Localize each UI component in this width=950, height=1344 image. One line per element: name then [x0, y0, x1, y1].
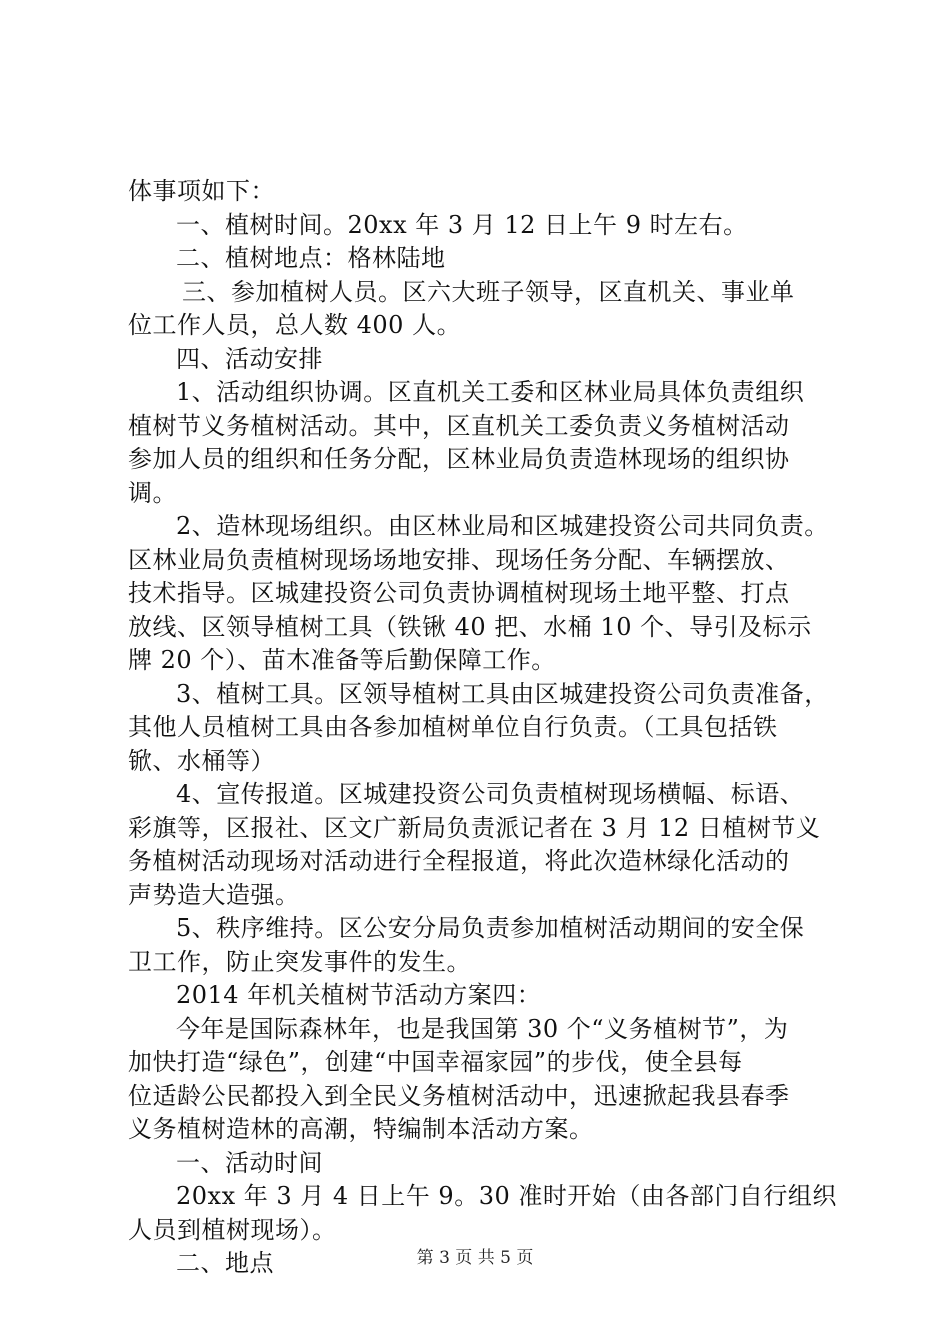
text-line: 务植树活动现场对活动进行全程报道，将此次造林绿化活动的 — [128, 847, 790, 875]
text-line: 2、造林现场组织。由区林业局和区城建投资公司共同负责。 — [176, 512, 829, 540]
page-number: 第 3 页 共 5 页 — [416, 1248, 534, 1268]
text-line: 位适龄公民都投入到全民义务植树活动中，迅速掀起我县春季 — [128, 1081, 790, 1110]
text-line: 1、活动组织协调。区直机关工委和区林业局具体负责组织 — [176, 378, 805, 406]
text-line: 一、植树时间。20xx 年 3 月 12 日上午 9 时左右。 — [176, 210, 748, 239]
text-line: 调。 — [128, 478, 177, 507]
text-line: 锨、水桶等） — [128, 746, 275, 775]
text-line: 加快打造“绿色”，创建“中国幸福家园”的步伐，使全县每 — [128, 1048, 743, 1076]
text-line: 其他人员植树工具由各参加植树单位自行负责。（工具包括铁 — [128, 713, 778, 741]
text-line: 4、宣传报道。区城建投资公司负责植树现场横幅、标语、 — [176, 780, 805, 808]
text-line: 四、活动安排 — [176, 344, 323, 373]
text-line: 技术指导。区城建投资公司负责协调植树现场土地平整、打点 — [128, 579, 790, 607]
text-line: 二、地点 — [176, 1249, 274, 1277]
text-line: 义务植树造林的高潮，特编制本活动方案。 — [128, 1115, 594, 1143]
text-line: 今年是国际森林年，也是我国第 30 个“义务植树节”，为 — [176, 1014, 789, 1043]
text-line: 5、秩序维持。区公安分局负责参加植树活动期间的安全保 — [176, 914, 805, 942]
text-line: 20xx 年 3 月 4 日上午 9。30 准时开始（由各部门自行组织 — [176, 1182, 837, 1210]
text-line: 卫工作，防止突发事件的发生。 — [128, 947, 471, 976]
document-body — [128, 175, 837, 1281]
text-line: 体事项如下： — [128, 177, 275, 205]
text-line: 二、植树地点：格林陆地 — [176, 244, 446, 272]
text-line: 牌 20 个）、苗木准备等后勤保障工作。 — [128, 646, 556, 674]
page-footer — [0, 1243, 950, 1268]
text-line: 植树节义务植树活动。其中，区直机关工委负责义务植树活动 — [128, 411, 790, 440]
text-line: 一、活动时间 — [176, 1148, 323, 1177]
text-line: 2014 年机关植树节活动方案四： — [176, 981, 542, 1009]
text-line: 位工作人员，总人数 400 人。 — [128, 311, 462, 339]
text-line: 彩旗等，区报社、区文广新局负责派记者在 3 月 12 日植树节义 — [128, 813, 821, 842]
text-line: 声势造大造强。 — [128, 880, 300, 909]
text-line: 三、参加植树人员。区六大班子领导，区直机关、事业单 — [182, 277, 795, 306]
text-line: 参加人员的组织和任务分配，区林业局负责造林现场的组织协 — [128, 445, 790, 473]
text-line: 人员到植树现场）。 — [128, 1215, 337, 1244]
text-line: 放线、区领导植树工具（铁锹 40 把、水桶 10 个、导引及标示 — [128, 612, 812, 641]
text-line: 区林业局负责植树现场场地安排、现场任务分配、车辆摆放、 — [128, 545, 790, 574]
text-line: 3、植树工具。区领导植树工具由区城建投资公司负责准备， — [176, 679, 829, 708]
